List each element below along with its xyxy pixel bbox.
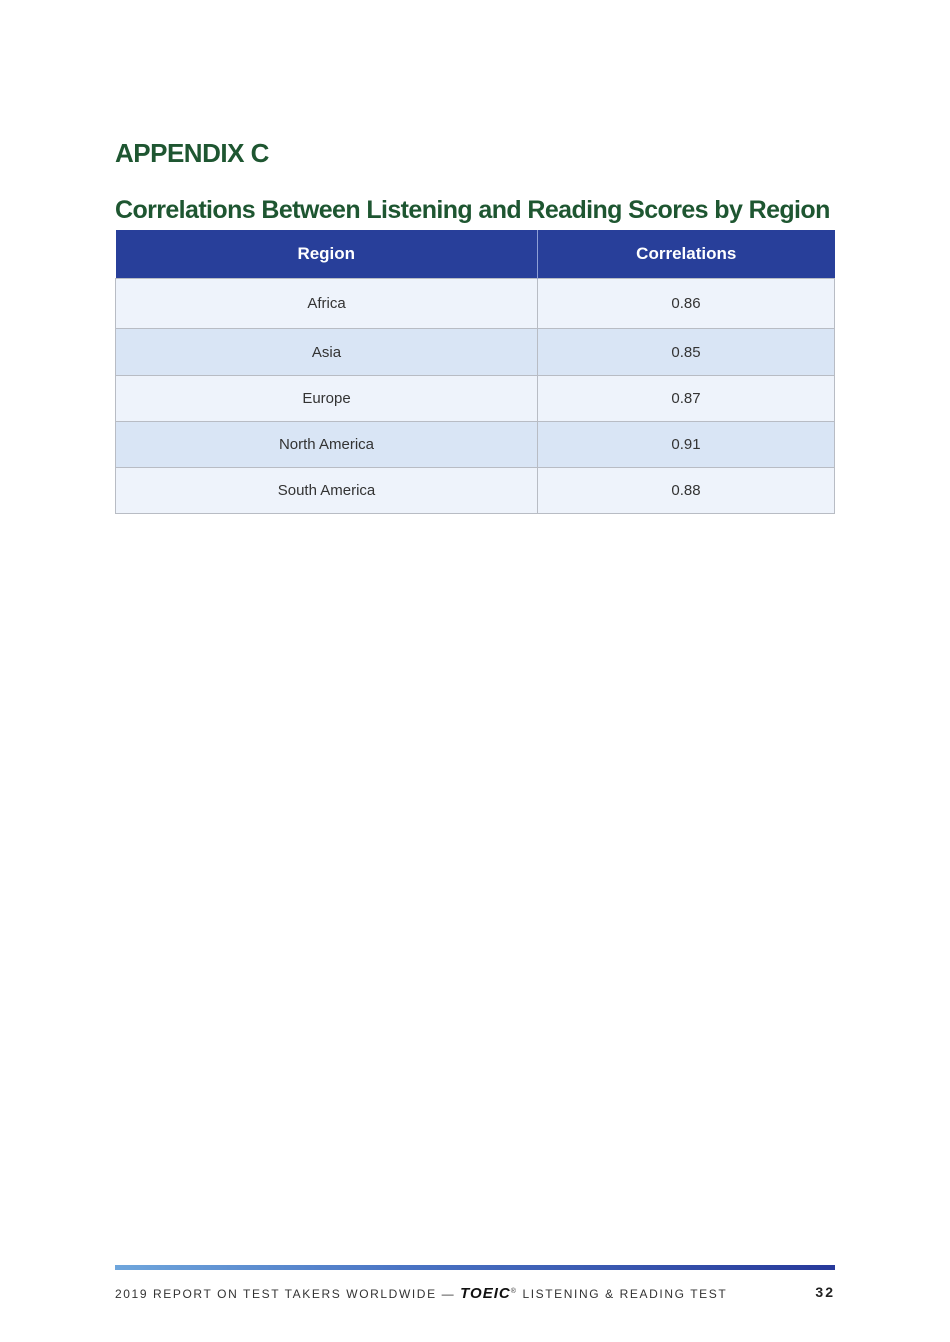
table-row (116, 329, 835, 376)
footer-report-title: 2019 REPORT ON TEST TAKERS WORLDWIDE — (115, 1287, 456, 1301)
appendix-heading: APPENDIX C (115, 138, 269, 168)
table-header-row (116, 230, 835, 279)
column-header-region: Region (116, 230, 538, 279)
column-header-correlations: Correlations (538, 230, 835, 279)
registered-mark: ® (510, 1288, 518, 1295)
correlation-cell: 0.91 (538, 422, 835, 468)
region-cell: Asia (116, 329, 538, 376)
toeic-logo: TOEIC (460, 1285, 511, 1302)
region-cell: Europe (116, 376, 538, 422)
correlation-cell: 0.86 (538, 279, 835, 329)
page-number: 32 (815, 1284, 835, 1300)
footer-divider (115, 1265, 835, 1270)
footer-text (115, 1285, 727, 1302)
correlation-cell: 0.85 (538, 329, 835, 376)
table-row (116, 468, 835, 514)
region-cell: Africa (116, 279, 538, 329)
table-row (116, 422, 835, 468)
region-cell: South America (116, 468, 538, 514)
footer-test-name: LISTENING & READING TEST (522, 1287, 728, 1301)
table-title: Correlations Between Listening and Reading Scores by Region (115, 196, 830, 224)
correlation-cell: 0.87 (538, 376, 835, 422)
table-row (116, 279, 835, 329)
table-row (116, 376, 835, 422)
region-cell: North America (116, 422, 538, 468)
correlations-table (115, 230, 835, 514)
correlation-cell: 0.88 (538, 468, 835, 514)
